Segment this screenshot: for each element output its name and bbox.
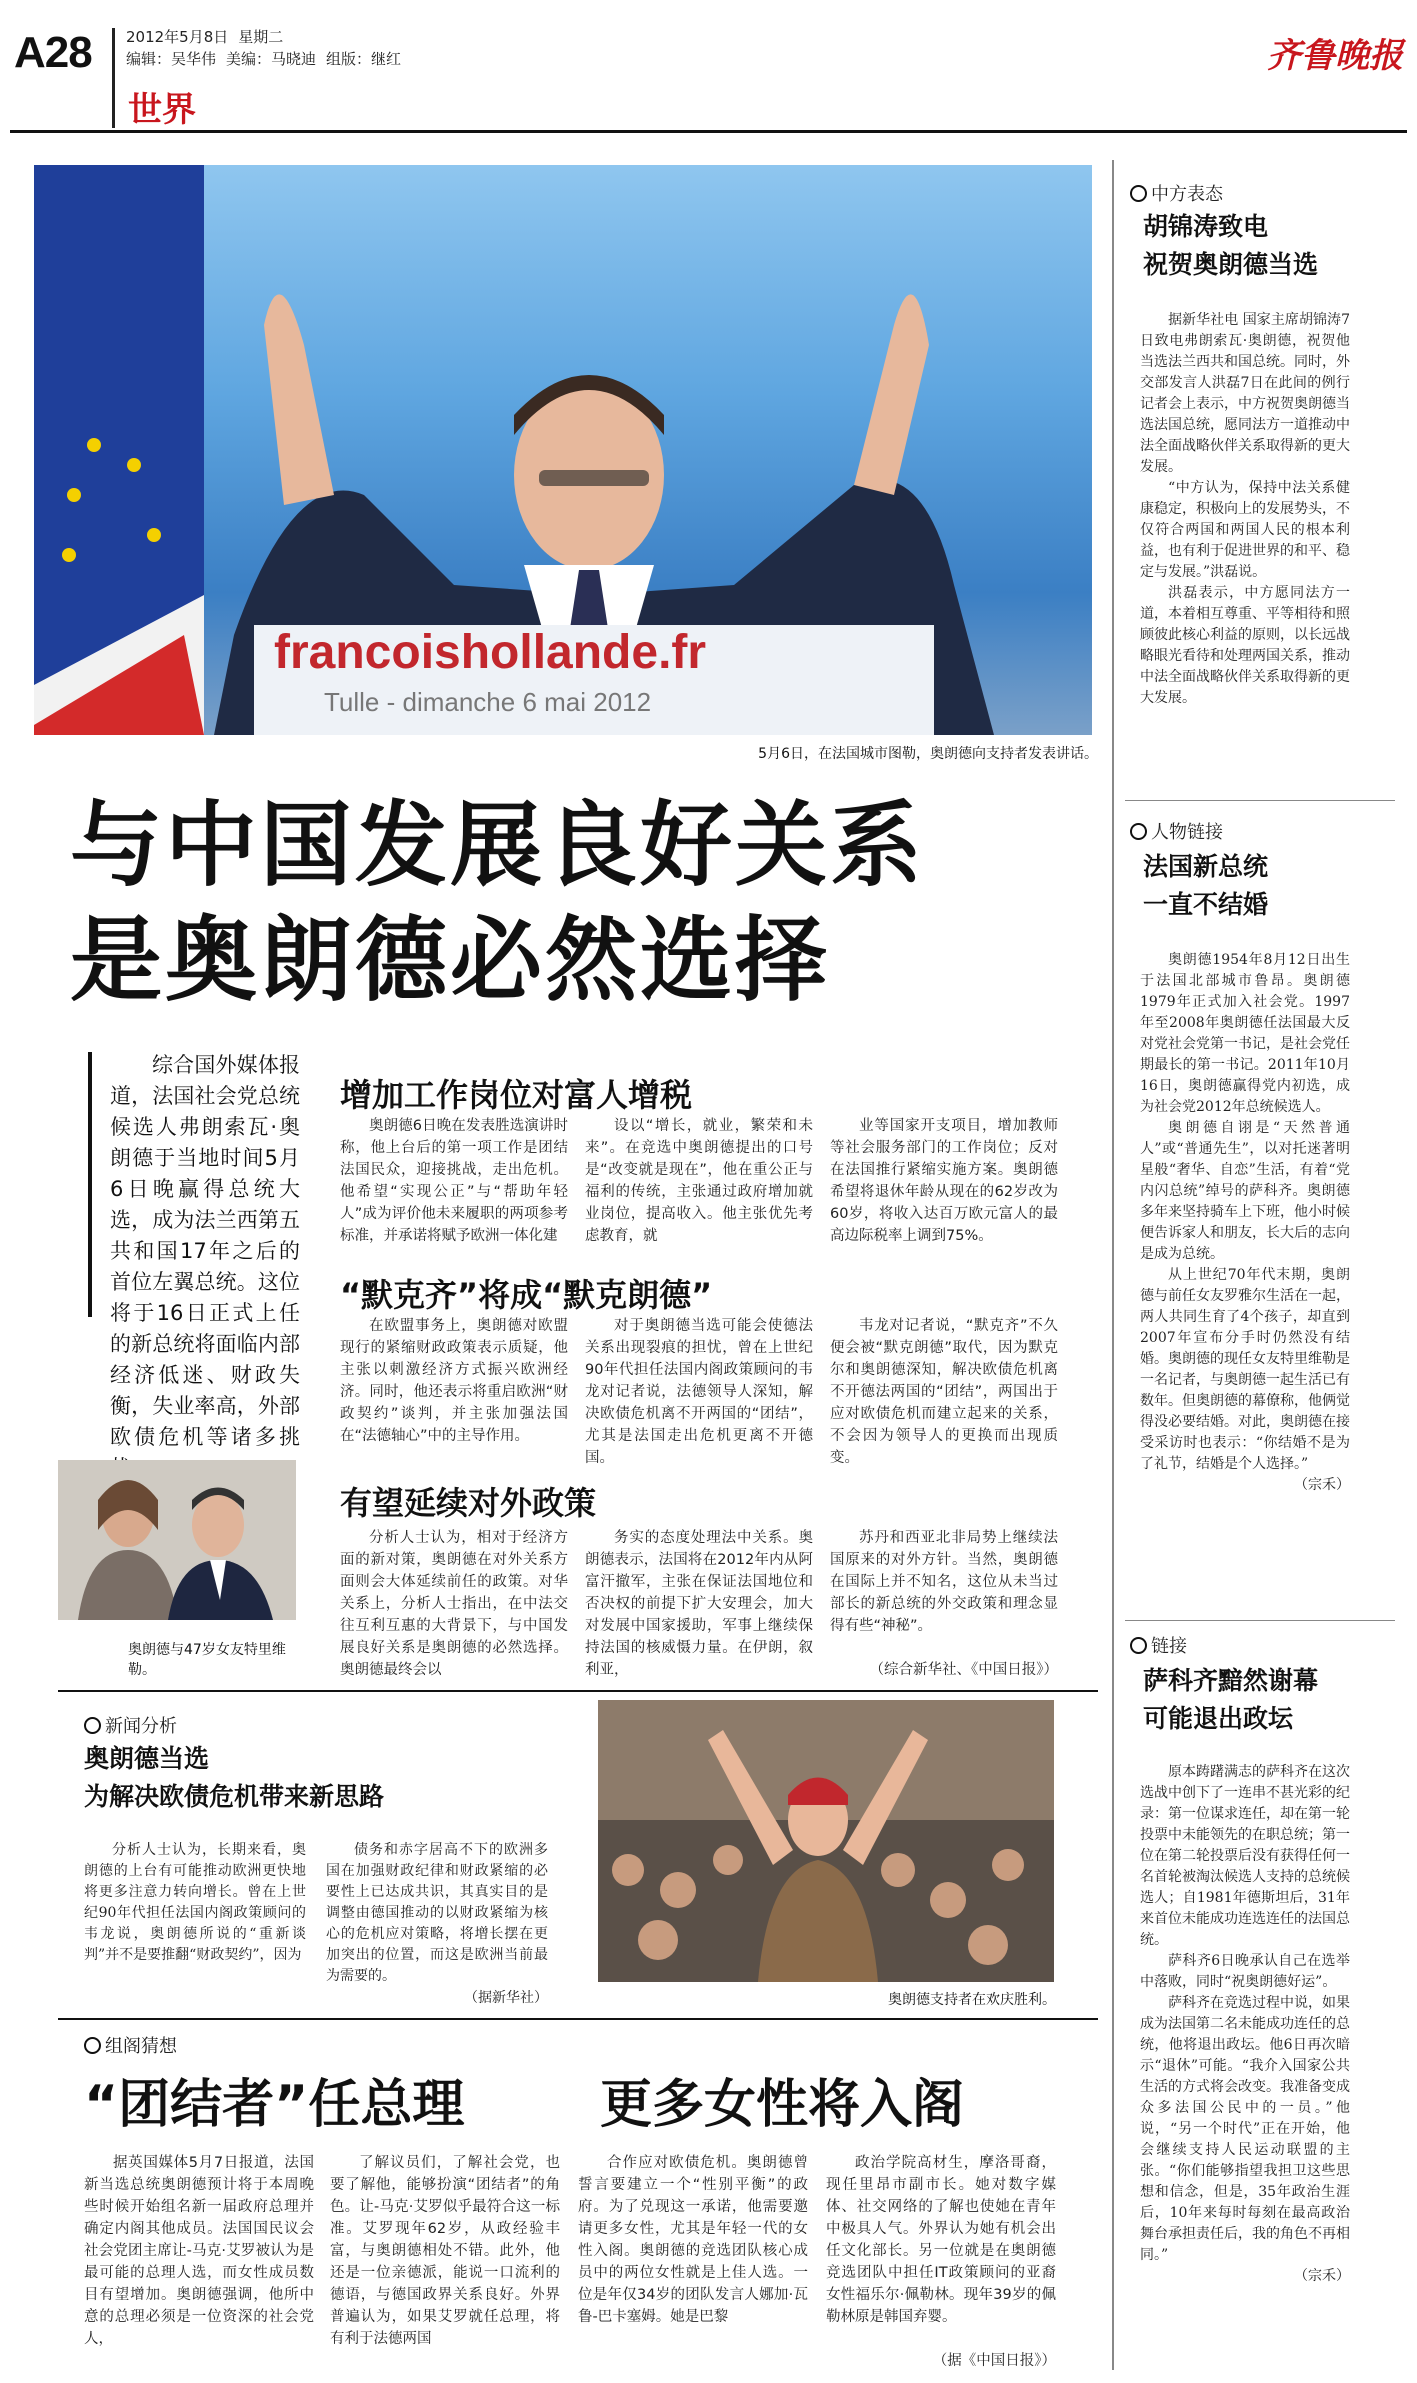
section1-title: 增加工作岗位对富人增税: [340, 1076, 693, 1114]
side3-p1: 原本踌躇满志的萨科齐在这次选战中创下了一连串不甚光彩的纪录：第一位谋求连任，却在第一轮投票中未能领先的在职总统；第一位在第二轮投票后没有获得任何一名首轮被淘汰候选人支持的总统候选人；自1981年德斯坦后，31年来首位未能成功连选连任的法国总统。: [1140, 1764, 1350, 1948]
sidebar-divider: [1112, 160, 1114, 2370]
side1-body: [1140, 310, 1350, 709]
analysis-col2: 债务和赤字居高不下的欧洲多国在加强财政纪律和财政紧缩的必要性上已达成共识，其真实目的是调整由德国推动的以财政紧缩为核心的危机应对策略，将增长摆在更加突出的位置，而这是欧洲当前最为需要的。: [326, 1842, 548, 1984]
cabinet-title-right: 更多女性将入阁: [600, 2075, 965, 2135]
page-number: A28: [14, 28, 92, 77]
section3-source: （综合新华社、《中国日报》）: [869, 1662, 1058, 1678]
supporters-photo: [598, 1700, 1054, 1982]
side3-source: （宗禾）: [1294, 2268, 1350, 2284]
side3-title1: 萨科齐黯然谢幕: [1143, 1666, 1319, 1695]
supporters-photo-caption: 奥朗德支持者在欢庆胜利。: [888, 1992, 1056, 2008]
lower-rule: [58, 2018, 1098, 2020]
section2-title: “默克齐”将成“默克朗德”: [340, 1276, 713, 1314]
mid-rule: [58, 1690, 1098, 1692]
cabinet-col2: 了解议员们，了解社会党，也要了解他，能够扮演“团结者”的角色。让-马克·艾罗似乎最符合这一标准。艾罗现年62岁，从政经验丰富，与奥朗德相处不错。此外，他还是一位亲德派，能说一口流利的德语，与德国政界关系良好。外界普遍认为，如果艾罗就任总理，将有利于法德两国: [330, 2155, 560, 2347]
side3-title2: 可能退出政坛: [1143, 1704, 1294, 1733]
headline-line1: 与中国发展良好关系: [70, 792, 926, 899]
section1-col3: 业等国家开支项目，增加教师等社会服务部门的工作岗位；反对在法国推行紧缩实施方案。奥朗德希望将退休年龄从现在的62岁改为60岁，将收入达百万欧元富人的最高边际税率上调到75%。: [830, 1118, 1058, 1244]
side2-tag: 人物链接: [1130, 818, 1223, 844]
side2-p1: 奥朗德1954年8月12日出生于法国北部城市鲁昂。奥朗德1979年正式加入社会党。1997年至2008年奥朗德任法国最大反对党社会党第一书记，是社会党任期最长的第一书记。2011年10月16日，奥朗德赢得党内初选，成为社会党2012年总统候选人。: [1140, 952, 1350, 1115]
cabinet-tag: 组阁猜想: [84, 2032, 177, 2058]
side2-body: [1140, 950, 1350, 1496]
lead-bar: [88, 1052, 92, 1317]
couple-illustration: [58, 1460, 296, 1620]
headline-line2: 是奥朗德必然选择: [70, 907, 831, 1014]
ring-icon: [1130, 823, 1147, 840]
analysis-title2: 为解决欧债危机带来新思路: [84, 1782, 385, 1811]
section2-col3: 韦龙对记者说，“默克齐”不久便会被“默克朗德”取代，因为默克尔和奥朗德深知，解决欧债危机离不开德法两国的“团结”，两国出于应对欧债危机而建立起来的关系，不会因为领导人的更换而出现质变。: [830, 1318, 1058, 1466]
header-divider: [112, 28, 115, 128]
side3-p2: 萨科齐6日晚承认自己在选举中落败，同时“祝奥朗德好运”。: [1140, 1953, 1350, 1990]
ring-icon: [1130, 185, 1147, 202]
side3-body: [1140, 1762, 1350, 2287]
side1-title1: 胡锦涛致电: [1143, 212, 1269, 241]
side2-title1: 法国新总统: [1143, 852, 1269, 881]
main-photo: [34, 165, 1092, 735]
cabinet-col4: 政治学院高材生，摩洛哥裔，现任里昂市副市长。她对数字媒体、社交网络的了解也使她在青年中极具人气。外界认为她有机会出任文化部长。另一位就是在奥朗德竞选团队中担任IT政策顾问的亚裔女性福乐尔·佩勒林。现年39岁的佩勒林原是韩国弃婴。: [826, 2155, 1056, 2325]
analysis-tag: 新闻分析: [84, 1712, 177, 1738]
section3-title: 有望延续对外政策: [340, 1484, 597, 1522]
side2-p3: 从上世纪70年代末期，奥朗德与前任女友罗雅尔生活在一起，两人共同生育了4个孩子，却直到2007年宣布分手时仍然没有结婚。奥朗德的现任女友特里维勒是一名记者，与奥朗德一起生活已有数年。但奥朗德的幕僚称，他俩觉得没必要结婚。对此，奥朗德在接受采访时也表示：“你结婚不是为了礼节，结婚是个人选择。”: [1140, 1267, 1350, 1472]
ring-icon: [1130, 1637, 1147, 1654]
main-photo-caption: 5月6日，在法国城市图勒，奥朗德向支持者发表讲话。: [758, 746, 1098, 762]
photo-banner-text: francoishollande.fr: [274, 626, 707, 679]
section3-col3: 苏丹和西亚北非局势上继续法国原来的对外方针。当然，奥朗德在国际上并不知名，这位从未当过部长的新总统的外交政策和理念显得有些“神秘”。: [830, 1530, 1058, 1634]
header-rule: [10, 130, 1407, 133]
side2-source: （宗禾）: [1294, 1477, 1350, 1493]
side1-p1: 据新华社电 国家主席胡锦涛7日致电弗朗索瓦·奥朗德，祝贺他当选法兰西共和国总统。同时，外交部发言人洪磊7日在此间的例行记者会上表示，中方祝贺奥朗德当选法国总统，愿同法方一道推动中法全面战略伙伴关系取得新的更大发展。: [1140, 312, 1350, 475]
side3-tag: 链接: [1130, 1632, 1187, 1658]
side-rule-1: [1125, 800, 1395, 801]
photo-banner-subtext: Tulle - dimanche 6 mai 2012: [324, 687, 652, 717]
section2-col2: 对于奥朗德当选可能会使德法关系出现裂痕的担忧，曾在上世纪90年代担任法国内阁政策顾问的韦龙对记者说，法德领导人深知，解决欧债危机离不开两国的“团结”，尤其是法国走出危机更离不开德国。: [585, 1318, 813, 1466]
cabinet-title-left: “团结者”任总理: [84, 2075, 465, 2135]
side3-p3: 萨科齐在竞选过程中说，如果成为法国第二名未能成功连任的总统，他将退出政坛。他6日再次暗示“退休”可能。“我介入国家公共生活的方式将会改变。我准备变成众多法国公民中的一员。”他说，“另一个时代”正在开始，他会继续支持人民运动联盟的主张。“你们能够指望我担卫这些思想和信念，但是，35年政治生涯后，10年来每时每刻在最高政治舞台承担责任后，我的角色不再相同。”: [1140, 1995, 1350, 2263]
cabinet-col1: 据英国媒体5月7日报道，法国新当选总统奥朗德预计将于本周晚些时候开始组名新一届政府总理并确定内阁其他成员。法国国民议会社会党团主席让-马克·艾罗被认为是最可能的总理人选，而女性成员数目有望增加。奥朗德强调，他所中意的总理必须是一位资深的社会党人，: [84, 2155, 314, 2347]
analysis-title1: 奥朗德当选: [84, 1744, 210, 1773]
newspaper-logo: 齐鲁晚报: [1267, 36, 1403, 76]
side1-p3: 洪磊表示，中方愿同法方一道，本着相互尊重、平等相待和照顾彼此核心利益的原则，以长远战略眼光看待和处理两国关系，推动中法全面战略伙伴关系取得新的更大发展。: [1140, 585, 1350, 706]
cabinet-source: （据《中国日报》）: [932, 2353, 1056, 2369]
couple-photo-caption: 奥朗德与47岁女友特里维勒。: [128, 1642, 286, 1678]
issue-date: 2012年5月8日: [126, 28, 229, 46]
crowd-illustration: [598, 1700, 1054, 1982]
side2-title2: 一直不结婚: [1143, 890, 1269, 919]
analysis-col1: 分析人士认为，长期来看，奥朗德的上台有可能推动欧洲更快地将更多注意力转向增长。曾在上世纪90年代担任法国内阁政策顾问的韦龙说，奥朗德所说的“重新谈判”并不是要推翻“财政契约”，因为: [84, 1842, 306, 1963]
side-rule-2: [1125, 1620, 1395, 1621]
section3-col2: 务实的态度处理法中关系。奥朗德表示，法国将在2012年内从阿富汗撤军，主张在保证法国地位和否决权的前提下扩大安理会，加大对发展中国家援助，军事上继续保持法国的核威慑力量。在伊朗，叙利亚，: [585, 1530, 813, 1678]
art-editor: 美编：马晓迪: [226, 50, 317, 68]
cabinet-col3: 合作应对欧债危机。奥朗德曾誓言要建立一个“性别平衡”的政府。为了兑现这一承诺，他需要邀请更多女性，尤其是年轻一代的女性入阁。奥朗德的竞选团队核心成员中的两位女性就是上佳人选。一位是年仅34岁的团队发言人娜加·瓦鲁-巴卡塞姆。她是巴黎: [578, 2155, 808, 2325]
ring-icon: [84, 1717, 101, 1734]
lead-paragraph: 综合国外媒体报道，法国社会党总统候选人弗朗索瓦·奥朗德于当地时间5月6日晚赢得总统大选，成为法兰西第五共和国17年之后的首位左翼总统。这位将于16日正式上任的新总统将面临内部经济低迷、财政失衡，失业率高，外部欧债危机等诸多挑: [110, 1053, 300, 1449]
couple-photo: [58, 1460, 296, 1620]
section2-col1: 在欧盟事务上，奥朗德对欧盟现行的紧缩财政政策表示质疑，他主张以刺激经济方式振兴欧洲经济。同时，他还表示将重启欧洲“财政契约”谈判，并主张加强法国在“法德轴心”中的主导作用。: [340, 1318, 568, 1444]
section-name: 世界: [128, 90, 196, 130]
ring-icon: [84, 2037, 101, 2054]
header-meta: [126, 26, 411, 70]
section1-col1: 奥朗德6日晚在发表胜选演讲时称，他上台后的第一项工作是团结法国民众，迎接挑战，走出危机。他希望“实现公正”与“帮助年轻人”成为评价他未来履职的两项参考标准，并承诺将赋予欧洲一体化建: [340, 1118, 568, 1244]
editor: 编辑：吴华伟: [126, 50, 217, 68]
section1-col2: 设以“增长，就业，繁荣和未来”。在竞选中奥朗德提出的口号是“改变就是现在”，他在重公正与福利的传统，主张通过政府增加就业岗位，提高收入。他主张优先考虑教育，就: [585, 1118, 813, 1244]
analysis-source: （据新华社）: [464, 1990, 548, 2006]
side1-p2: “中方认为，保持中法关系健康稳定，积极向上的发展势头，不仅符合两国和两国人民的根本利益，也有利于促进世界的和平、稳定与发展。”洪磊说。: [1140, 480, 1350, 580]
side1-tag: 中方表态: [1130, 180, 1223, 206]
weekday: 星期二: [238, 28, 284, 46]
side2-p2: 奥朗德自诩是“天然普通人”或“普通先生”，以对托迷著明星般“奢华、自恋”生活，有着“党内闪总统”绰号的萨科齐。奥朗德多年来坚持骑车上下班，他小时候便告诉家人和朋友，长大后的志向是成为总统。: [1140, 1120, 1350, 1262]
layout-editor: 组版：继红: [326, 50, 402, 68]
side1-title2: 祝贺奥朗德当选: [1143, 250, 1319, 279]
section3-col1: 分析人士认为，相对于经济方面的新对策，奥朗德在对外关系方面则会大体延续前任的政策。对华关系上，分析人士指出，在中法交往互利互惠的大背景下，与中国发展良好关系是奥朗德的必然选择。奥朗德最终会以: [340, 1530, 568, 1678]
